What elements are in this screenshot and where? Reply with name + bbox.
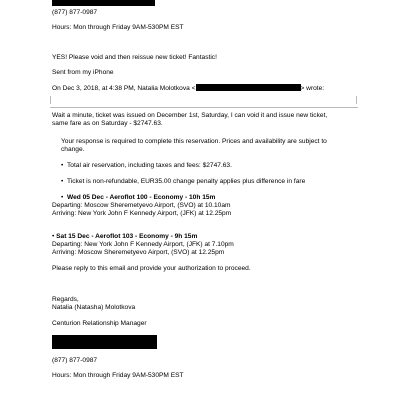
redacted-email xyxy=(196,84,301,91)
bullet-dot-icon: • xyxy=(61,178,67,185)
reply-text: YES! Please void and then reissue new ticket! Fantastic! xyxy=(52,54,217,61)
response-line-2: change. xyxy=(61,146,85,153)
redacted-block-top xyxy=(52,0,155,6)
on-line-suffix: > wrote: xyxy=(300,85,325,92)
response-line-1: Your response is required to complete this reservation. Prices and availability are subject to xyxy=(61,138,327,145)
signature-hours: Hours: Mon through Friday 9AM-530PM EST xyxy=(52,372,184,379)
signature-phone: (877) 877-0987 xyxy=(52,357,98,364)
signature-title: Centurion Relationship Manager xyxy=(52,320,147,327)
flight-2-depart: Departing: New York John F Kennedy Airport, (JFK) at 7.10pm xyxy=(52,241,234,248)
flight-2-title xyxy=(52,233,197,241)
quote-line-2: same fare as on Saturday - $2747.63. xyxy=(52,120,163,127)
header-hours: Hours: Mon through Friday 9AM-530PM EST xyxy=(52,24,184,31)
signature-regards: Regards, xyxy=(52,296,79,303)
flight-2-title-text: Sat 15 Dec - Aeroflot 103 - Economy - 9h 15m xyxy=(56,233,198,240)
quote-divider xyxy=(50,107,358,108)
bullet-dot-icon: • xyxy=(52,233,57,240)
flight-1-title-text: Wed 05 Dec - Aeroflot 100 - Economy - 10h 15m xyxy=(66,194,216,201)
on-line-prefix: On Dec 3, 2018, at 4:38 PM, Natalia Molotkova < xyxy=(52,85,196,92)
quote-bar xyxy=(50,96,51,104)
redacted-block-signature xyxy=(52,335,157,349)
quote-line-1: Wait a minute, ticket was issued on December 1st, Saturday, I can void it and issue new ticket, xyxy=(52,112,328,119)
bullet-dot-icon: • xyxy=(61,194,67,201)
reply-request: Please reply to this email and provide your authorization to proceed. xyxy=(52,265,251,272)
bullet-ticket xyxy=(61,178,305,186)
flight-1-depart: Departing: Moscow Sheremetyevo Airport, (SVO) at 10.10am xyxy=(52,202,231,209)
bullet-total xyxy=(61,162,232,170)
bullet-dot-icon: • xyxy=(61,162,67,169)
sent-from: Sent from my iPhone xyxy=(52,69,114,76)
on-line xyxy=(52,84,324,93)
quote-bar-right xyxy=(356,96,357,104)
flight-2-arrive: Arriving: Moscow Sheremetyevo Airport, (SVO) at 12.25pm xyxy=(52,249,225,256)
bullet-ticket-text: Ticket is non-refundable, EUR35.00 change penalty applies plus difference in fare xyxy=(66,178,306,185)
flight-1-arrive: Arriving: New York John F Kennedy Airport, (JFK) at 12.25pm xyxy=(52,210,232,217)
bullet-total-text: Total air reservation, including taxes and fees: $2747.63. xyxy=(66,162,232,169)
flight-1-title xyxy=(61,194,215,202)
header-phone: (877) 877-0987 xyxy=(52,9,98,16)
signature-name: Natalia (Natasha) Molotkova xyxy=(52,304,136,311)
